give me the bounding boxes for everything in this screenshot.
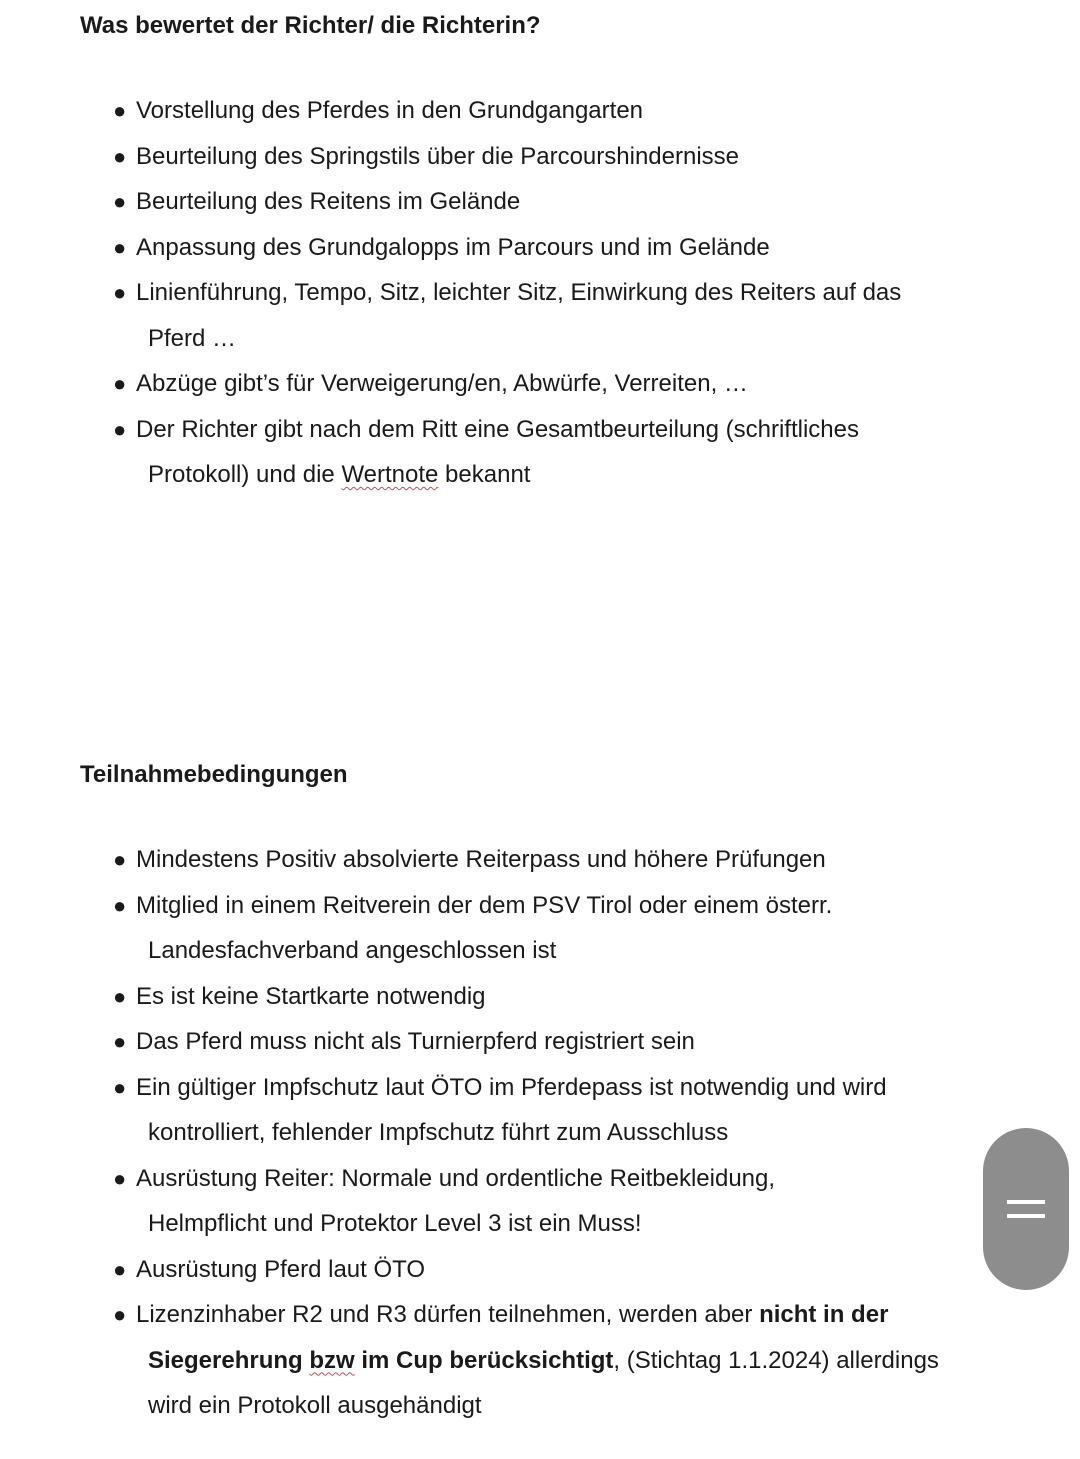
list-item-text: Vorstellung des Pferdes in den Grundgangarten	[136, 97, 644, 124]
list-item	[0, 1019, 1000, 1065]
bullet-icon: ●	[113, 892, 127, 918]
list-item-text	[136, 1292, 1000, 1338]
judging-criteria-list	[0, 88, 1000, 498]
text-segment: Lizenzinhaber R2 und R3 dürfen teilnehmen, werden aber	[136, 1301, 760, 1328]
list-item-text-continued	[136, 1338, 1000, 1384]
list-item-text: Beurteilung des Springstils über die Parcourshindernisse	[136, 142, 739, 170]
text-segment: Protokoll) und die	[148, 461, 342, 488]
list-item	[0, 407, 1000, 498]
list-item-text: Ausrüstung Pferd laut ÖTO	[136, 1255, 426, 1283]
text-segment: bekannt	[438, 461, 531, 488]
list-item	[0, 361, 1000, 407]
list-item-text-continued: kontrolliert, fehlender Impfschutz führt zum Ausschluss	[148, 1119, 729, 1146]
list-item-text: Linienführung, Tempo, Sitz, leichter Sitz, Einwirkung des Reiters auf das	[136, 279, 902, 306]
list-item	[0, 883, 1000, 974]
list-item-text: Es ist keine Startkarte notwendig	[136, 982, 486, 1010]
list-item	[0, 1292, 1000, 1429]
list-item-text: Ausrüstung Reiter: Normale und ordentliche Reitbekleidung,	[136, 1164, 776, 1192]
list-item-text: Mindestens Positiv absolvierte Reiterpass und höhere Prüfungen	[136, 846, 826, 873]
bullet-icon: ●	[113, 189, 127, 214]
list-item	[0, 179, 1000, 225]
list-item	[0, 1156, 1000, 1247]
text-segment: , (Stichtag 1.1.2024) allerdings	[613, 1346, 939, 1374]
participation-conditions-list	[0, 837, 1000, 1429]
list-item	[0, 1065, 1000, 1156]
bullet-icon: ●	[113, 1302, 127, 1327]
list-item-text-continued: Helmpflicht und Protektor Level 3 ist ein Muss!	[148, 1210, 642, 1237]
list-item-text-continued: Pferd …	[148, 324, 237, 352]
section-heading-conditions: Teilnahmebedingungen	[80, 761, 348, 788]
bullet-icon: ●	[113, 416, 127, 442]
list-item	[0, 837, 1000, 883]
spellcheck-flagged-word: bzw	[309, 1346, 355, 1374]
bullet-icon: ●	[113, 371, 127, 396]
list-item-text: Mitglied in einem Reitverein der dem PSV Tirol oder einem österr.	[136, 891, 833, 919]
bullet-icon: ●	[113, 1029, 127, 1054]
bullet-icon: ●	[113, 847, 127, 872]
list-item	[0, 88, 1000, 134]
bullet-icon: ●	[113, 1165, 127, 1191]
list-item-text: Ein gültiger Impfschutz laut ÖTO im Pferdepass ist notwendig und wird	[136, 1073, 887, 1101]
spellcheck-flagged-word: Wertnote	[341, 461, 439, 488]
list-item-text-continued: Landesfachverband angeschlossen ist	[148, 937, 557, 964]
list-item-text: Abzüge gibt’s für Verweigerung/en, Abwürfe, Verreiten, …	[136, 370, 748, 397]
drag-handle-icon	[1007, 1200, 1045, 1218]
bullet-icon: ●	[113, 234, 127, 260]
list-item	[0, 270, 1000, 361]
list-item-text: Der Richter gibt nach dem Ritt eine Gesamtbeurteilung (schriftliches	[136, 415, 859, 443]
list-item	[0, 1247, 1000, 1293]
list-item-text-continued	[136, 452, 1000, 498]
bold-text-segment: nicht in der	[759, 1301, 889, 1328]
list-item	[0, 134, 1000, 180]
bold-text-segment: Siegerehrung	[148, 1346, 310, 1374]
scroll-handle[interactable]	[983, 1128, 1069, 1290]
list-item-text: Das Pferd muss nicht als Turnierpferd registriert sein	[136, 1028, 695, 1055]
bullet-icon: ●	[113, 983, 127, 1009]
list-item	[0, 974, 1000, 1020]
list-item	[0, 225, 1000, 271]
bullet-icon: ●	[113, 143, 127, 169]
section-heading-judging: Was bewertet der Richter/ die Richterin?	[80, 12, 541, 39]
list-item-text: Beurteilung des Reitens im Gelände	[136, 188, 521, 215]
list-item-text: Anpassung des Grundgalopps im Parcours und im Gelände	[136, 233, 770, 261]
list-item-text-continued: wird ein Protokoll ausgehändigt	[148, 1392, 482, 1419]
bold-text-segment: im Cup berücksichtigt	[354, 1346, 614, 1374]
bullet-icon: ●	[113, 280, 127, 305]
bullet-icon: ●	[113, 98, 127, 123]
bullet-icon: ●	[113, 1074, 127, 1100]
bullet-icon: ●	[113, 1256, 127, 1282]
